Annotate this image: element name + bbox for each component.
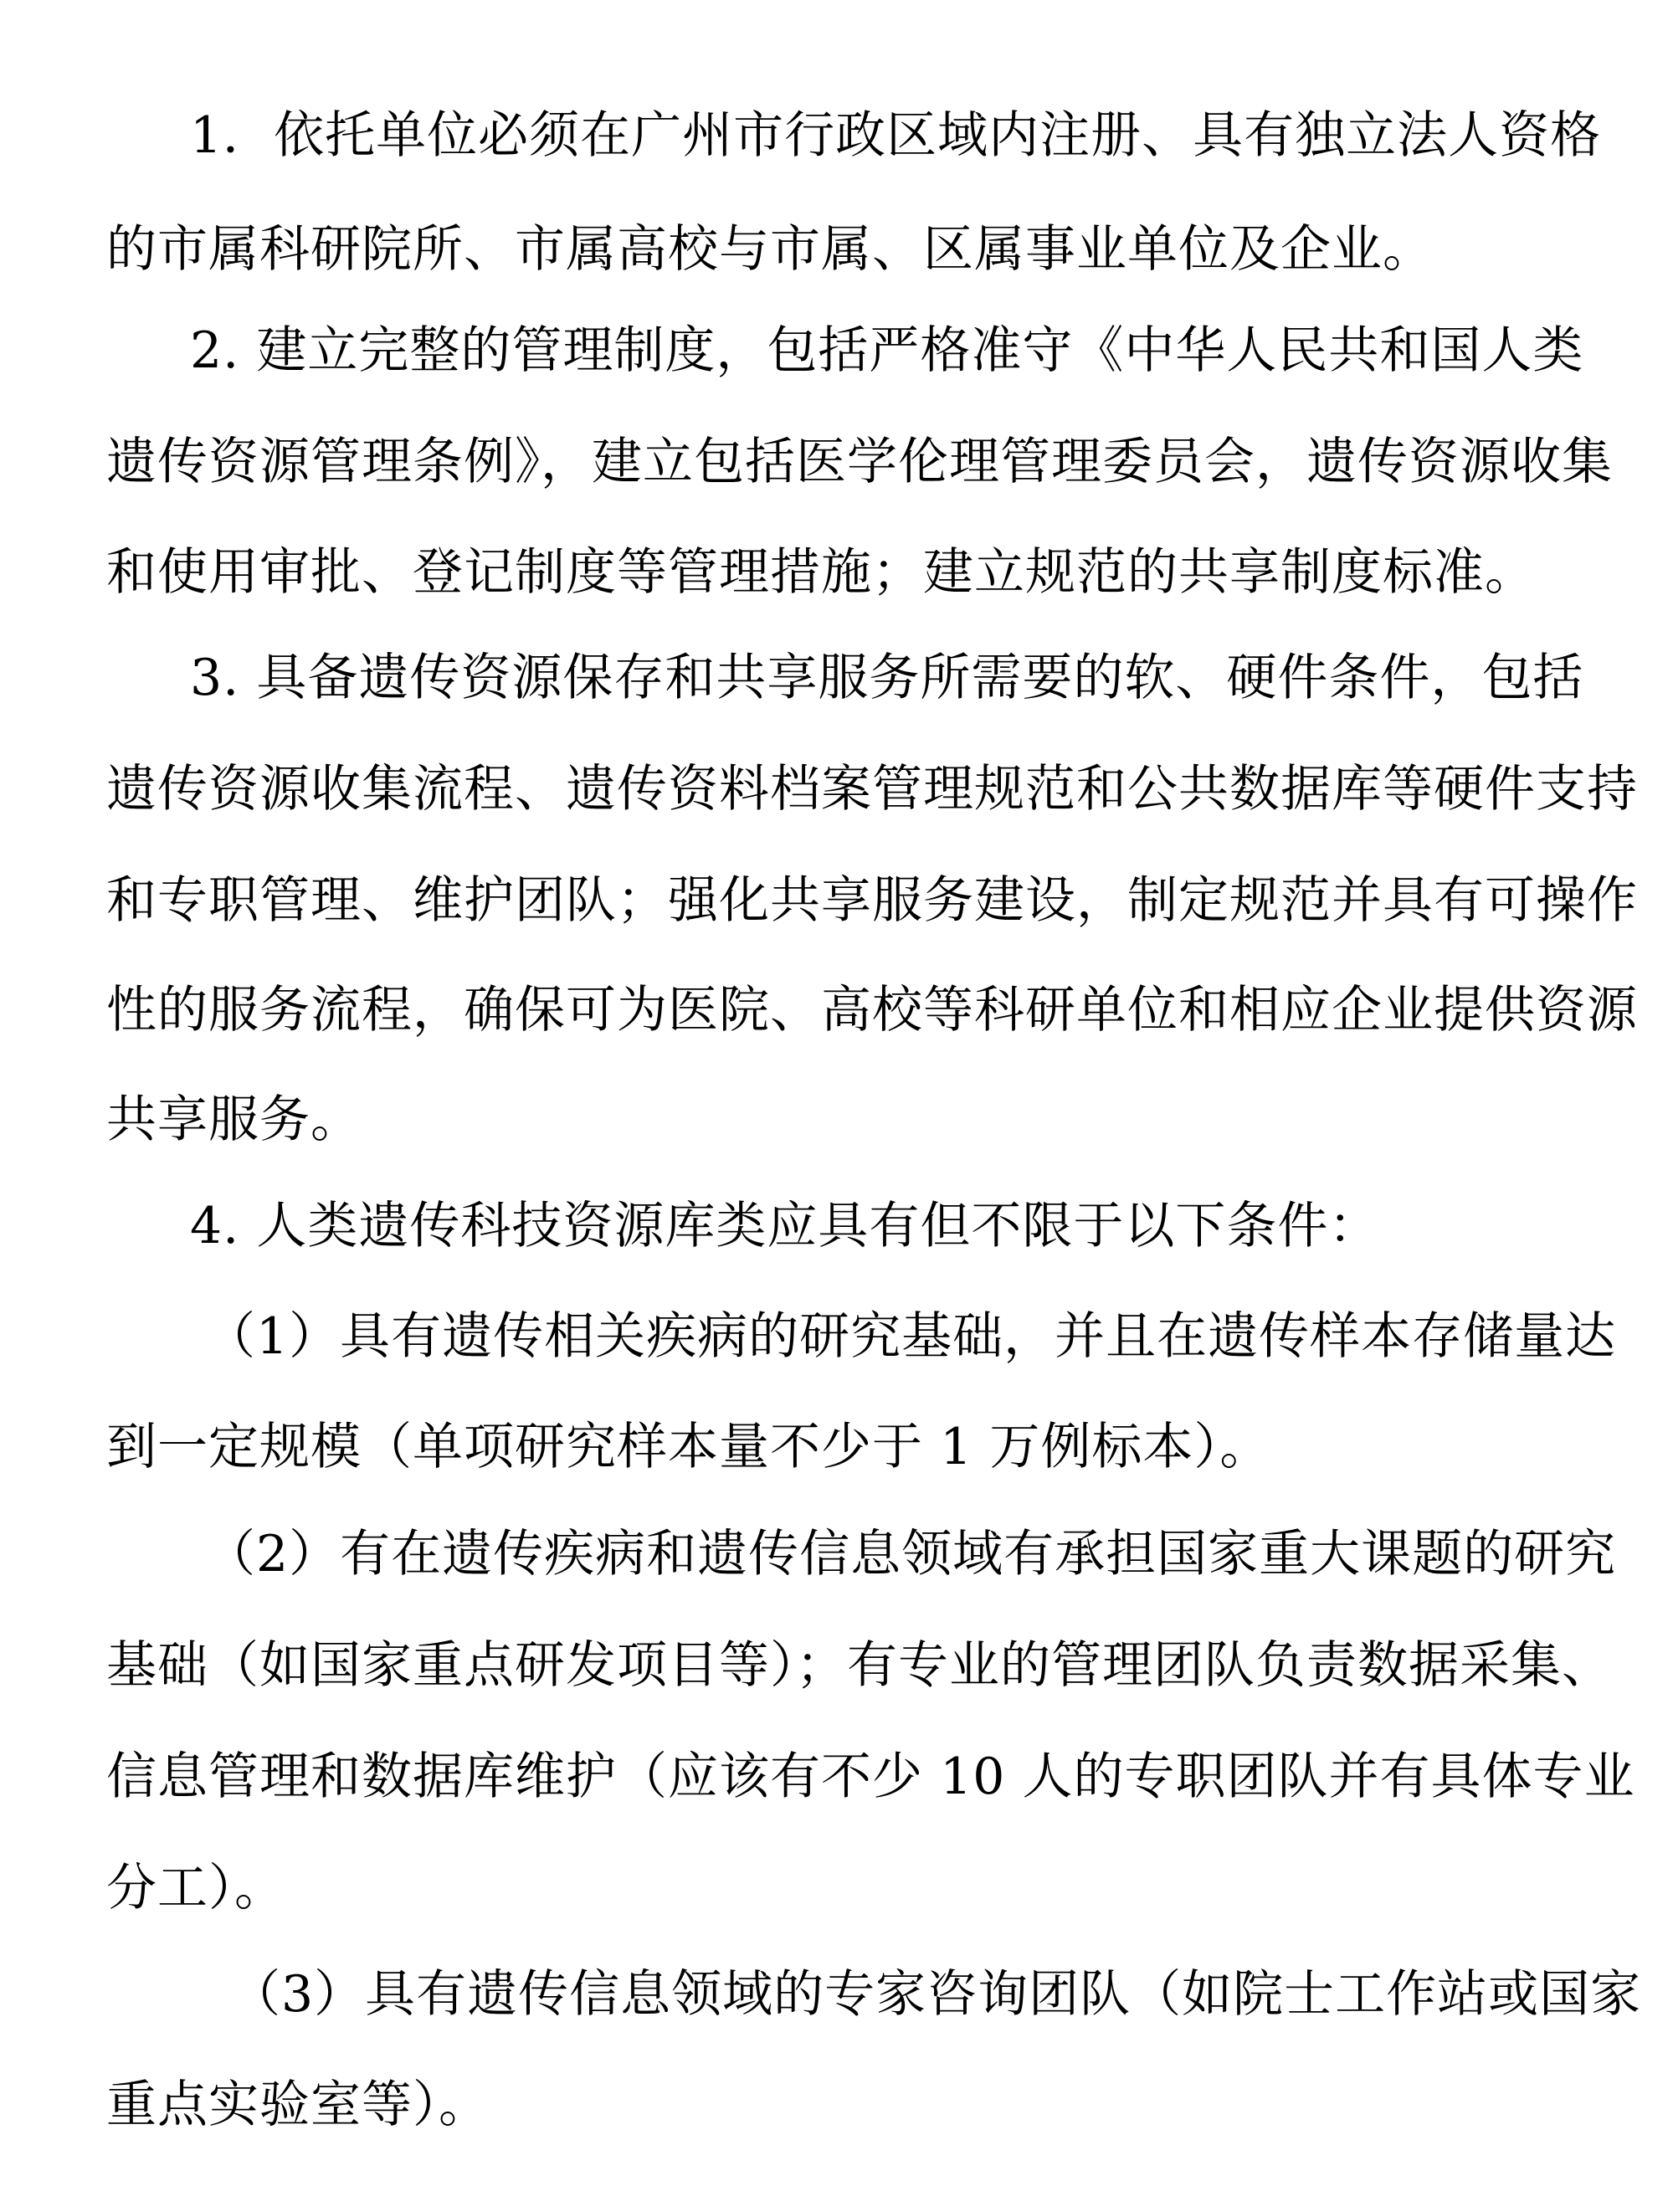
paragraph-1-line-1: 1．依托单位必须在广州市行政区域内注册、具有独立法人资格 [190,106,1602,165]
paragraph-3-line-5: 共享服务。 [106,1091,362,1149]
paragraph-2-line-2: 遗传资源管理条例》，建立包括医学伦理管理委员会，遗传资源收集 [106,433,1613,491]
item-2-line-1: （2）有在遗传疾病和遗传信息领域有承担国家重大课题的研究 [205,1525,1617,1583]
paragraph-3-line-2: 遗传资源收集流程、遗传资料档案管理规范和公共数据库等硬件支持 [106,760,1638,819]
paragraph-2-line-1: 2. 建立完整的管理制度，包括严格准守《中华人民共和国人类 [190,321,1584,380]
item-3-line-1: （3）具有遗传信息领域的专家咨询团队（如院士工作站或国家 [230,1965,1642,2024]
item-1-line-1: （1）具有遗传相关疾病的研究基础，并且在遗传样本存储量达 [205,1307,1617,1366]
paragraph-3-line-1: 3. 具备遗传资源保存和共享服务所需要的软、硬件条件，包括 [190,649,1584,707]
item-2-line-2: 基础（如国家重点研发项目等）；有专业的管理团队负责数据采集、 [106,1636,1613,1695]
paragraph-1-line-2: 的市属科研院所、市属高校与市属、区属事业单位及企业。 [106,220,1434,279]
item-2-line-3: 信息管理和数据库维护（应该有不少 10 人的专职团队并有具体专业 [106,1748,1635,1806]
paragraph-3-line-4: 性的服务流程，确保可为医院、高校等科研单位和相应企业提供资源 [106,981,1638,1039]
paragraph-2-line-3: 和使用审批、登记制度等管理措施；建立规范的共享制度标准。 [106,543,1536,602]
paragraph-3-line-3: 和专职管理、维护团队；强化共享服务建设，制定规范并具有可操作 [106,871,1638,930]
item-1-line-2: 到一定规模（单项研究样本量不少于 1 万例标本）。 [106,1418,1271,1476]
item-3-line-2: 重点实验室等）。 [106,2076,490,2134]
item-2-line-4: 分工）。 [106,1859,285,1917]
paragraph-4-line-1: 4. 人类遗传科技资源库类应具有但不限于以下条件： [190,1197,1380,1255]
